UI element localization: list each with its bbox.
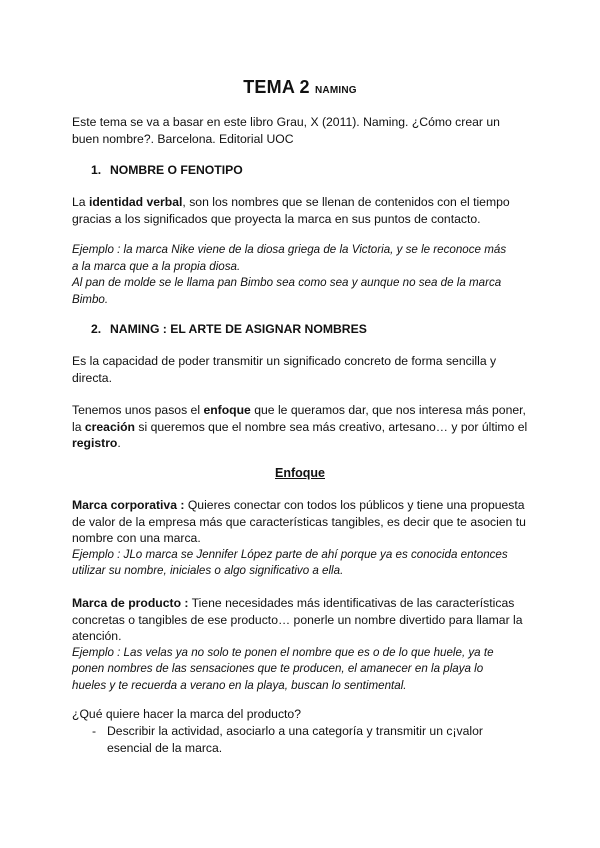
section-2-number: 2. <box>91 322 102 336</box>
section-1-line-2: gracias a los significados que proyecta la marca en sus puntos de contacto. <box>72 211 481 226</box>
producto-example-1: Ejemplo : Las velas ya no solo te ponen el nombre que es o de lo que huele, ya te <box>72 645 494 659</box>
section-1-number: 1. <box>91 163 102 177</box>
question-line: ¿Qué quiere hacer la marca del producto? <box>72 707 301 721</box>
example-line: Ejemplo : la marca Nike viene de la diosa griega de la Victoria, y se le reconoce más <box>72 243 507 256</box>
section-2-heading <box>91 322 367 336</box>
example-line: Bimbo. <box>72 292 109 306</box>
section-1-paragraph <box>72 194 534 227</box>
section-1-title: NOMBRE O FENOTIPO <box>110 163 243 177</box>
section-1-line-1: La identidad verbal, son los nombres que se llenan de contenidos con el tiempo <box>72 195 510 209</box>
identidad-verbal-term: identidad verbal <box>88 195 183 209</box>
corporativa-line-2: de valor de la empresa más que características tangibles, es decir que te asocien tu <box>72 514 526 529</box>
section-2-line: Es la capacidad de poder transmitir un significado concreto de forma sencilla y <box>72 354 497 368</box>
section-2-paragraph-2 <box>72 402 534 452</box>
enfoque-heading: Enfoque <box>275 466 325 480</box>
title-main: TEMA 2 <box>243 77 310 97</box>
bullet-item <box>107 723 527 756</box>
intro-paragraph <box>72 114 534 147</box>
producto-line-3: atención. <box>72 629 122 643</box>
marca-corporativa-label: Marca corporativa : <box>72 498 185 512</box>
section-1-heading <box>91 163 243 177</box>
section-1-examples <box>72 242 534 308</box>
section-2-line: directa. <box>72 370 112 385</box>
corporativa-line-1: Marca corporativa : Quieres conectar con todos los públicos y tiene una propuesta <box>72 498 525 512</box>
producto-line-2: concretas o tangibles de ese producto… ponerle un nombre divertido para llamar la <box>72 612 523 627</box>
marca-producto-block <box>72 595 534 694</box>
section-2-paragraph-1 <box>72 353 534 386</box>
corporativa-example-2: utilizar su nombre, iniciales o algo significativo a ella. <box>72 564 344 577</box>
creacion-term: creación <box>84 419 136 434</box>
producto-example-3: hueles y te recuerda a verano en la playa, buscan lo sentimental. <box>72 678 407 692</box>
example-line: Al pan de molde se le llama pan Bimbo sea como sea y aunque no sea de la marca <box>72 276 502 289</box>
intro-line-2: buen nombre?. Barcelona. Editorial UOC <box>72 131 294 146</box>
corporativa-line-3: nombre con una marca. <box>72 531 201 545</box>
page-title <box>0 77 600 98</box>
intro-line-1: Este tema se va a basar en este libro Grau, X (2011). Naming. ¿Cómo crear un <box>72 115 500 129</box>
section-2-p2-line-2: la creación si queremos que el nombre sea más creativo, artesano… y por último el <box>72 419 528 434</box>
marca-producto-label: Marca de producto : <box>72 596 189 610</box>
section-2-p2-line-1: Tenemos unos pasos el enfoque que le queramos dar, que nos interesa más poner, <box>72 403 526 417</box>
producto-example-2: ponen nombres de las sensaciones que te producen, el amanecer en la playa lo <box>72 662 484 675</box>
producto-line-1: Marca de producto : Tiene necesidades más identificativas de las características <box>72 596 515 610</box>
bullet-line-1: Describir la actividad, asociarlo a una categoría y transmitir un c¡valor <box>107 724 483 738</box>
title-sub: NAMING <box>314 85 357 96</box>
section-2-p2-line-3: registro. <box>72 436 121 450</box>
example-line: a la marca que a la propia diosa. <box>72 259 241 273</box>
section-2-title: NAMING : EL ARTE DE ASIGNAR NOMBRES <box>110 322 367 336</box>
enfoque-term: enfoque <box>203 403 251 417</box>
registro-term: registro <box>72 436 118 450</box>
marca-corporativa-block <box>72 497 534 580</box>
corporativa-example-1: Ejemplo : JLo marca se Jennifer López parte de ahí porque ya es conocida entonces <box>72 547 508 561</box>
bullet-marker: - <box>92 724 97 738</box>
bullet-line-2: esencial de la marca. <box>107 740 223 755</box>
